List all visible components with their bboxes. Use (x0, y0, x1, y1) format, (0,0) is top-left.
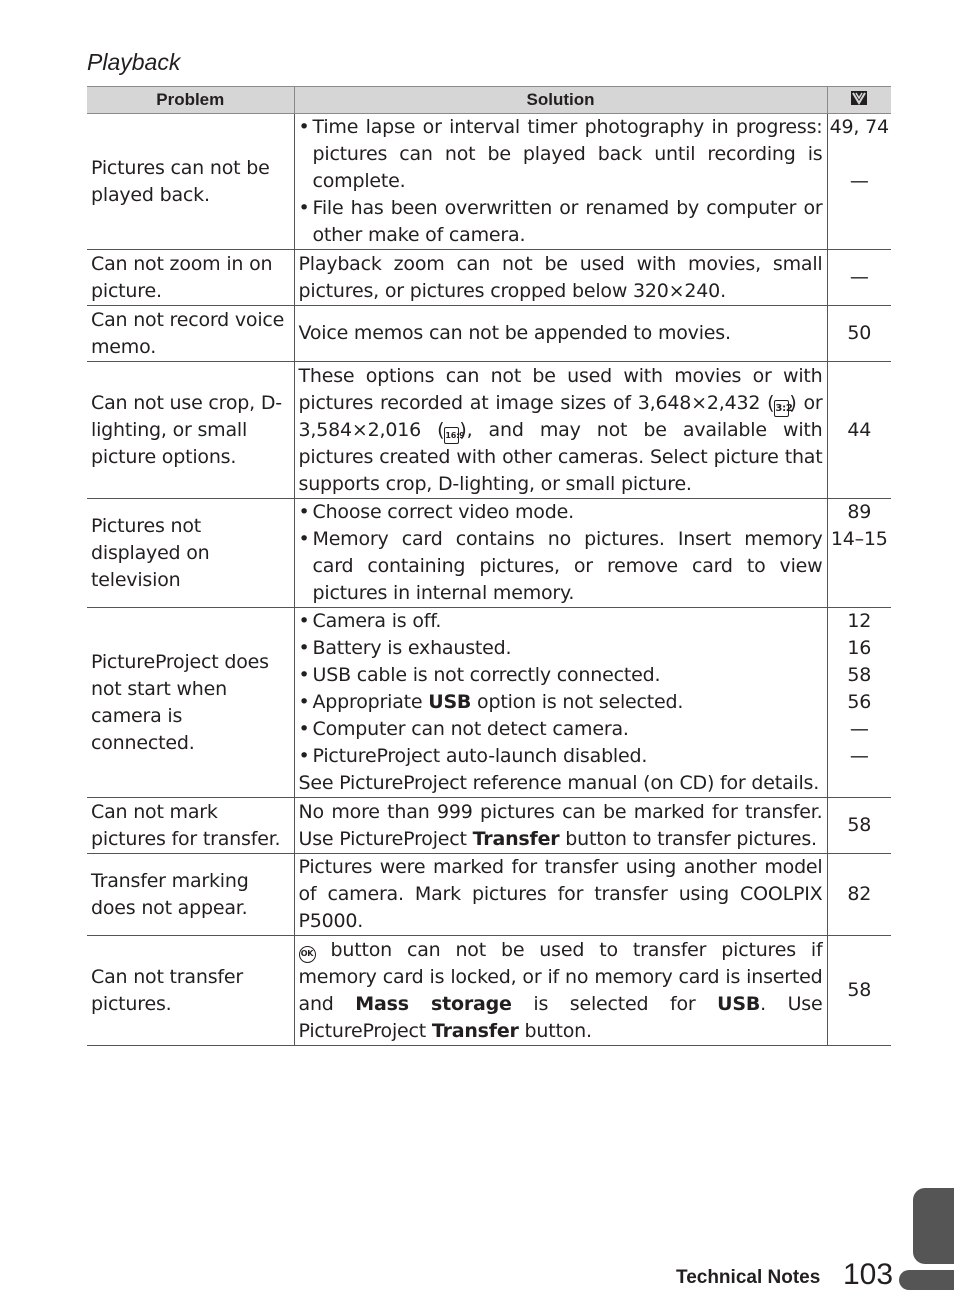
solution-text: ) or 3,584×2,016 ( (298, 391, 823, 441)
solution-bullet: • Computer can not detect camera. (299, 716, 823, 743)
problem-cell: Transfer marking does not appear. (87, 854, 294, 936)
solution-cell (294, 362, 827, 499)
page-ref: 12 (847, 610, 872, 632)
solution-bullet: • Camera is off. (299, 608, 823, 635)
solution-bullet: • Choose correct video mode. (299, 499, 823, 526)
solution-bullet: • Memory card contains no pictures. Insert memory card containing pictures, or remove card to view pictures in internal memory. (299, 526, 823, 607)
problem-cell: Pictures can not be played back. (87, 114, 294, 250)
solution-text: ), and may not be available with pictures created with other cameras. Select picture that supports crop, D-lighting, or small picture. (298, 418, 823, 495)
page-cell (827, 499, 891, 608)
page-ref: 49, 74 (829, 116, 889, 138)
table-header-row (87, 87, 891, 114)
problem-cell: PictureProject does not start when camera is connected. (87, 608, 294, 798)
problem-cell: Pictures not displayed on television (87, 499, 294, 608)
solution-bullet: • File has been overwritten or renamed by computer or other make of camera. (299, 195, 823, 249)
page-ref: 89 (847, 501, 872, 523)
page-ref: — (849, 745, 869, 767)
table-row (87, 306, 891, 362)
header-problem: Problem (87, 87, 294, 114)
page-ref: 82 (827, 854, 891, 936)
solution-cell (294, 114, 827, 250)
footer-section-label: Technical Notes (676, 1267, 821, 1288)
solution-bullet: • Battery is exhausted. (299, 635, 823, 662)
table-row (87, 798, 891, 854)
solution-cell (294, 499, 827, 608)
page-ref: — (849, 718, 869, 740)
solution-cell: Playback zoom can not be used with movies, small pictures, or pictures cropped below 320×240. (294, 250, 827, 306)
problem-cell: Can not mark pictures for transfer. (87, 798, 294, 854)
table-row (87, 114, 891, 250)
solution-cell: Pictures were marked for transfer using another model of camera. Mark pictures for transfer using COOLPIX P5000. (294, 854, 827, 936)
problem-cell: Can not use crop, D-lighting, or small picture options. (87, 362, 294, 499)
solution-bullet: • USB cable is not correctly connected. (299, 662, 823, 689)
page-ref: 50 (827, 306, 891, 362)
chapter-thumb-tab (913, 1188, 954, 1264)
page-ref: — (827, 250, 891, 306)
solution-cell: OK button can not be used to transfer pictures if memory card is locked, or if no memory card is inserted and Mass storage is selected for USB. Use PictureProject Transfer button. (294, 936, 827, 1046)
table-row (87, 362, 891, 499)
solution-bullet: • PictureProject auto-launch disabled. (299, 743, 823, 770)
solution-cell: No more than 999 pictures can be marked for transfer. Use PictureProject Transfer button to transfer pictures. (294, 798, 827, 854)
page-cell (827, 608, 891, 798)
page-number-bar (899, 1270, 954, 1290)
table-row (87, 936, 891, 1046)
problem-cell: Can not record voice memo. (87, 306, 294, 362)
solution-text: These options can not be used with movies or with pictures recorded at image sizes of 3,648×2,432 ( (298, 364, 823, 414)
page-ref: 58 (827, 798, 891, 854)
page-cell (827, 114, 891, 250)
solution-bullet: • Appropriate USB option is not selected. (299, 689, 823, 716)
problem-cell: Can not zoom in on picture. (87, 250, 294, 306)
table-row (87, 608, 891, 798)
image-size-16-9-icon: 16:9 (444, 427, 459, 444)
header-solution: Solution (294, 87, 827, 114)
solution-bullet: • Time lapse or interval timer photography in progress: pictures can not be played back until recording is complete. (299, 114, 823, 195)
troubleshooting-table (87, 86, 891, 1046)
image-size-3-2-icon: 3:2 (774, 400, 789, 417)
page-reference-icon (850, 90, 868, 106)
header-page (827, 87, 891, 114)
section-title: Playback (87, 49, 181, 75)
page-ref: 44 (827, 362, 891, 499)
page-ref: — (849, 170, 869, 192)
solution-note: See PictureProject reference manual (on CD) for details. (298, 772, 820, 794)
problem-cell: Can not transfer pictures. (87, 936, 294, 1046)
solution-cell: Voice memos can not be appended to movies. (294, 306, 827, 362)
page-ref: 16 (847, 637, 872, 659)
ok-button-icon: OK (299, 946, 316, 963)
page-number: 103 (843, 1258, 894, 1291)
page-ref: 58 (847, 664, 872, 686)
solution-cell (294, 608, 827, 798)
page-ref: 56 (847, 691, 872, 713)
page-ref: 58 (827, 936, 891, 1046)
table-row (87, 854, 891, 936)
table-row (87, 250, 891, 306)
page-ref: 14–15 (830, 528, 888, 550)
table-row (87, 499, 891, 608)
